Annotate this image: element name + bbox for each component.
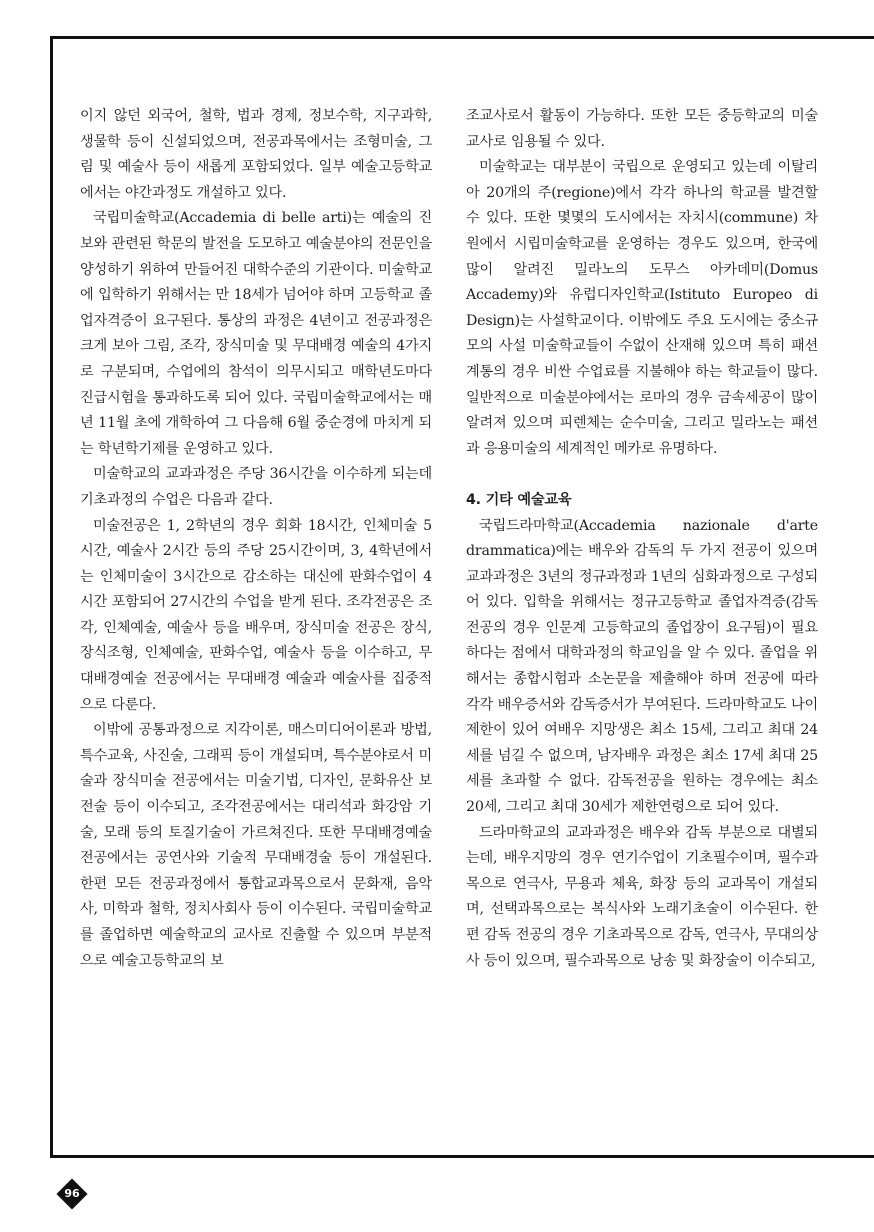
section-spacer [466,462,818,488]
paragraph: 미술전공은 1, 2학년의 경우 회화 18시간, 인체미술 5시간, 예술사 2시간 등의 주당 25시간이며, 3, 4학년에서는 인체미술이 3시간으로 감소하는 대신에 판화수업이 4시간 포함되어 27시간의 수업을 받게 된다. 조각전공은 조각, 인체예술, 예술사 등을 배우며, 장식미술 전공은 장식, 장식조형, 인체예술, 판화수업, 예술사 등을 이수하고, 무대배경예술 전공에서는 무대배경 예술과 예술사를 집중적으로 다룬다. [80,517,432,713]
paragraph: 국립미술학교(Accademia di belle arti)는 예술의 진보와 관련된 학문의 발전을 도모하고 예술분야의 전문인을 양성하기 위하여 만들어진 대학수준의 기관이다. 미술학교에 입학하기 위해서는 만 18세가 넘어야 하며 고등학교 졸업자격증이 요구된다. 통상의 과정은 4년이고 전공과정은 크게 보아 그림, 조각, 장식미술 및 무대배경 예술의 4가지로 구분되며, 수업에의 참석이 의무시되고 매학년도마다 진급시험을 통과하도록 되어 있다. 국립미술학교에서는 매년 11월 초에 개학하여 그 다음해 6월 중순경에 마치게 되는 학년학기제를 운영하고 있다. [80,210,432,457]
top-border-rule [50,36,874,39]
section-heading: 4. 기타 예술교육 [466,491,572,508]
paragraph: 미술학교의 교과과정은 주당 36시간을 이수하게 되는데 기초과정의 수업은 다음과 같다. [80,466,432,508]
paragraph: 조교사로서 활동이 가능하다. 또한 모든 중등학교의 미술교사로 임용될 수 있다. [466,108,818,150]
page-number: 96 [64,1187,80,1200]
left-border-rule [50,36,53,1158]
page-number-badge [57,1179,87,1209]
right-text-column [466,104,818,974]
left-text-column [80,104,432,974]
paragraph: 드라마학교의 교과과정은 배우와 감독 부분으로 대별되는데, 배우지망의 경우 연기수업이 기초필수이며, 필수과목으로 연극사, 무용과 체육, 화장 등의 교과목이 개설되며, 선택과목으로는 복식사와 노래기초술이 이수된다. 한편 감독 전공의 경우 기초과목으로 감독, 연극사, 무대의상사 등이 있으며, 필수과목으로 낭송 및 화장술이 이수되고, [466,824,818,969]
paragraph: 국립드라마학교(Accademia nazionale d'arte drammatica)에는 배우와 감독의 두 가지 전공이 있으며 교과과정은 3년의 정규과정과 1년의 심화과정으로 구성되어 있다. 입학을 위해서는 정규고등학교 졸업자격증(감독 전공의 경우 인문계 고등학교의 졸업장이 요구됨)이 필요하다는 점에서 대학과정의 학교임을 알 수 있다. 졸업을 위해서는 종합시험과 소논문을 제출해야 하며 전공에 따라 각각 배우증서와 감독증서가 부여된다. 드라마학교도 나이제한이 있어 여배우 지망생은 최소 15세, 그리고 최대 24세를 넘길 수 없으며, 남자배우 과정은 최소 17세 최대 25세를 초과할 수 없다. 감독전공을 원하는 경우에는 최소 20세, 그리고 최대 30세가 제한연령으로 되어 있다. [466,517,818,816]
bottom-border-rule [50,1155,874,1158]
paragraph: 미술학교는 대부분이 국립으로 운영되고 있는데 이탈리아 20개의 주(regione)에서 각각 하나의 학교를 발견할 수 있다. 또한 몇몇의 도시에서는 자치시(commune) 차원에서 시립미술학교를 운영하는 경우도 있으며, 한국에 많이 알려진 밀라노의 도무스 아카데미(Domus Accademy)와 유럽디자인학교(Istituto Europeo di Design)는 사설학교이다. 이밖에도 주요 도시에는 중소규모의 사설 미술학교들이 수없이 산재해 있으며 특히 패션계통의 경우 비싼 수업료를 지불해야 하는 학교들이 많다. 일반적으로 미술분야에서는 로마의 경우 금속세공이 많이 알려져 있으며 피렌체는 순수미술, 그리고 밀라노는 패션과 응용미술의 세계적인 메카로 유명하다. [466,159,818,457]
paragraph: 이지 않던 외국어, 철학, 법과 경제, 정보수학, 지구과학, 생물학 등이 신설되었으며, 전공과목에서는 조형미술, 그림 및 예술사 등이 새롭게 포함되었다. 일부 예술고등학교에서는 야간과정도 개설하고 있다. [80,108,432,201]
paragraph: 이밖에 공통과정으로 지각이론, 매스미디어이론과 방법, 특수교육, 사진술, 그래픽 등이 개설되며, 특수분야로서 미술과 장식미술 전공에서는 미술기법, 디자인, 문화유산 보전술 등이 이수되고, 조각전공에서는 대리석과 화강암 기술, 모래 등의 토질기술이 가르쳐진다. 또한 무대배경예술전공에서는 공연사와 기술적 무대배경술 등이 개설된다. 한편 모든 전공과정에서 통합교과목으로서 문화재, 음악사, 미학과 철학, 정치사회사 등이 이수된다. 국립미술학교를 졸업하면 예술학교의 교사로 진출할 수 있으며 부분적으로 예술고등학교의 보 [80,722,432,969]
